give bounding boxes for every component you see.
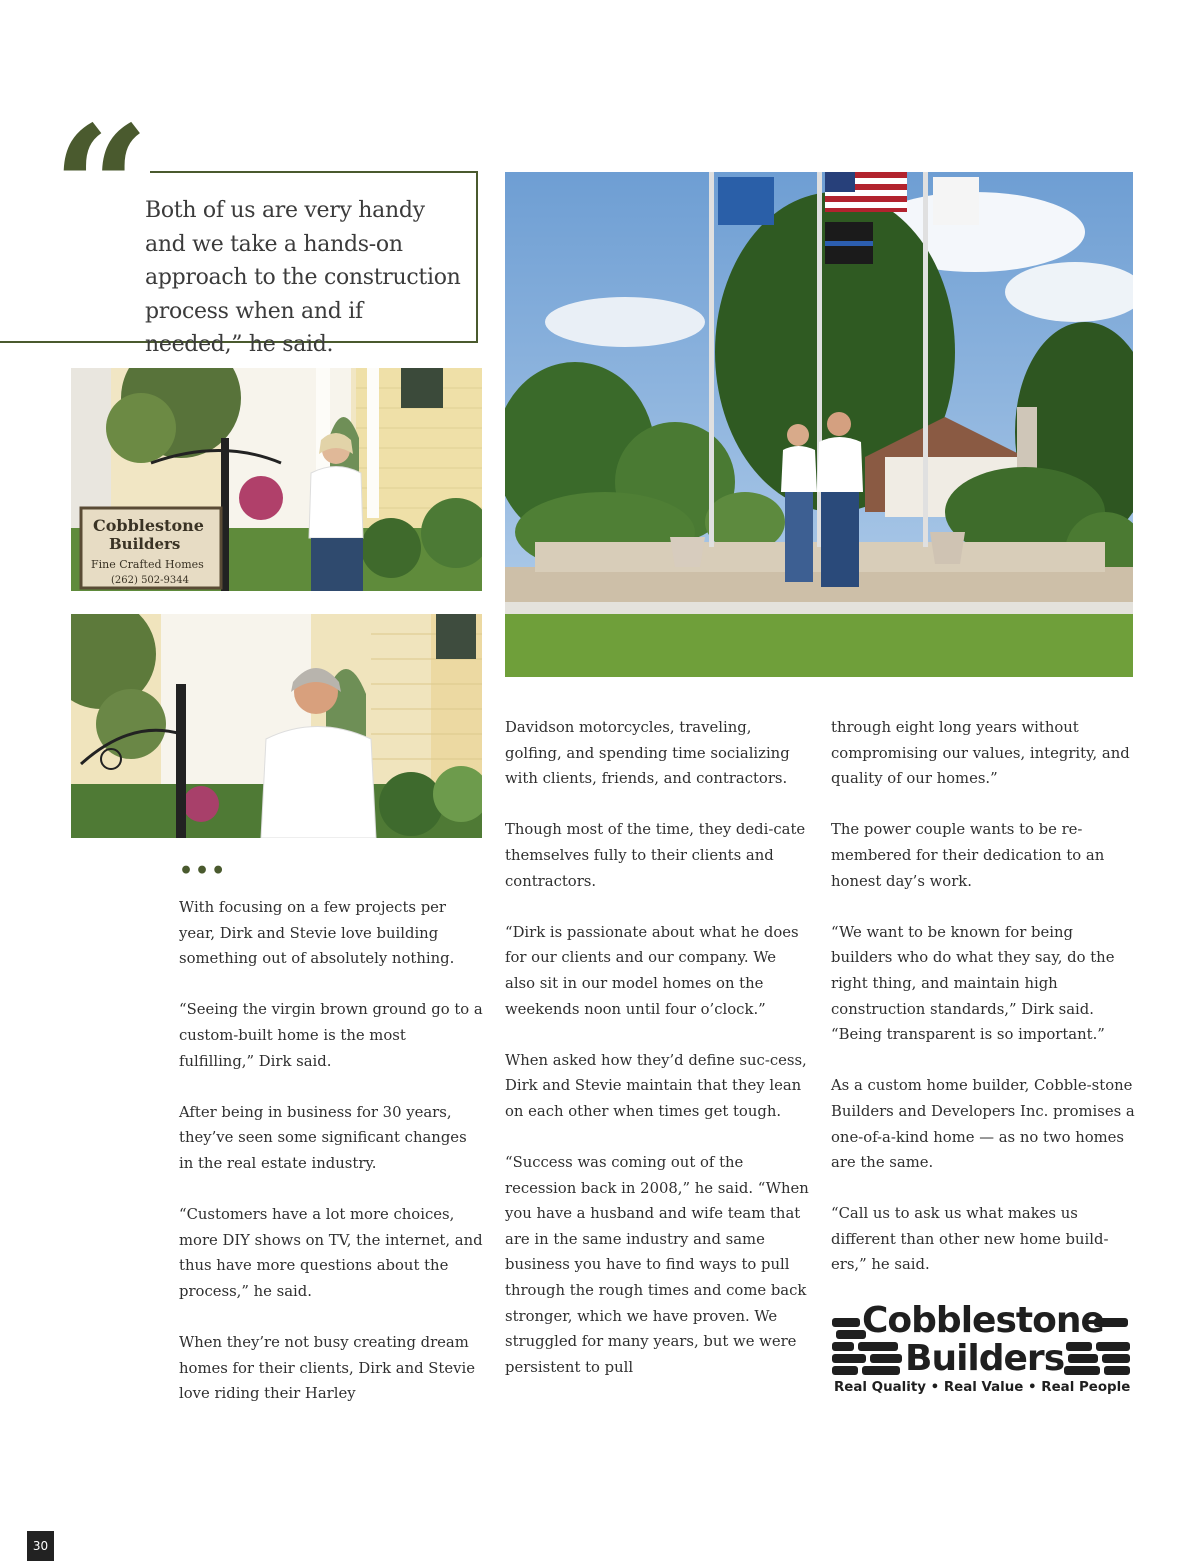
section-divider: ••• bbox=[179, 858, 228, 884]
paragraph: through eight long years without compromising our values, integrity, and quality of our homes.” bbox=[831, 719, 1130, 788]
cobblestone-logo bbox=[832, 1300, 1132, 1400]
paragraph: When they’re not busy creating dream homes for their clients, Dirk and Stevie love riding their Harley bbox=[179, 1334, 475, 1403]
paragraph: With focusing on a few projects per year, Dirk and Stevie love building something out of absolutely nothing. bbox=[179, 899, 455, 968]
page-number: 30 bbox=[27, 1531, 54, 1561]
paragraph: As a custom home builder, Cobble-stone Builders and Developers Inc. promises a one-of-a-kind home — as no two homes are the same. bbox=[831, 1077, 1135, 1172]
photo-stevie bbox=[71, 368, 482, 591]
pull-quote-text: Both of us are very handy and we take a hands-on approach to the construction process when and if needed,” he said. bbox=[145, 198, 461, 357]
sign-line3: Fine Crafted Homes bbox=[91, 558, 204, 571]
paragraph: “Seeing the virgin brown ground go to a custom-built home is the most fulfilling,” Dirk said. bbox=[179, 1001, 483, 1070]
photo-couple bbox=[505, 172, 1133, 677]
paragraph: “Dirk is passionate about what he does for our clients and our company. We also sit in our model homes on the weekends noon until four o’clock.” bbox=[505, 923, 799, 1018]
logo-tagline: Real Quality • Real Value • Real People bbox=[834, 1380, 1131, 1395]
logo-line2: Builders bbox=[905, 1338, 1065, 1379]
paragraph: When asked how they’d define suc-cess, Dirk and Stevie maintain that they lean on each other when times get tough. bbox=[505, 1051, 807, 1120]
logo-line1: Cobblestone bbox=[862, 1300, 1104, 1341]
article-column-1 bbox=[179, 895, 484, 1432]
paragraph: After being in business for 30 years, they’ve seen some significant changes in the real estate industry. bbox=[179, 1103, 467, 1172]
sign-line4: (262) 502-9344 bbox=[111, 575, 189, 586]
article-column-2 bbox=[505, 715, 810, 1406]
paragraph: Davidson motorcycles, traveling, golfing, and spending time socializing with clients, friends, and contractors. bbox=[505, 719, 790, 788]
paragraph: The power couple wants to be re-membered for their dedication to an honest day’s work. bbox=[831, 821, 1105, 890]
quote-mark-icon: “ bbox=[52, 89, 150, 289]
article-column-3 bbox=[831, 715, 1136, 1304]
sign-line2: Builders bbox=[109, 535, 181, 553]
paragraph: Though most of the time, they dedi-cate themselves fully to their clients and contractors. bbox=[505, 821, 806, 890]
paragraph: “Call us to ask us what makes us different than other new home build-ers,” he said. bbox=[831, 1205, 1109, 1274]
paragraph: “Success was coming out of the recession back in 2008,” he said. “When you have a husband and wife team that are in the same industry and same business you have to find ways to pull through the rough times and come back stronger, which we have proven. We struggled for many years, but we were persistent to pull bbox=[505, 1154, 809, 1376]
paragraph: “We want to be known for being builders who do what they say, do the right thing, and maintain high construction standards,” Dirk said. “Being transparent is so important.” bbox=[831, 923, 1115, 1044]
photo-dirk bbox=[71, 614, 482, 838]
sign-line1: Cobblestone bbox=[93, 516, 204, 535]
paragraph: “Customers have a lot more choices, more DIY shows on TV, the internet, and thus have more questions about the process,” he said. bbox=[179, 1206, 483, 1300]
